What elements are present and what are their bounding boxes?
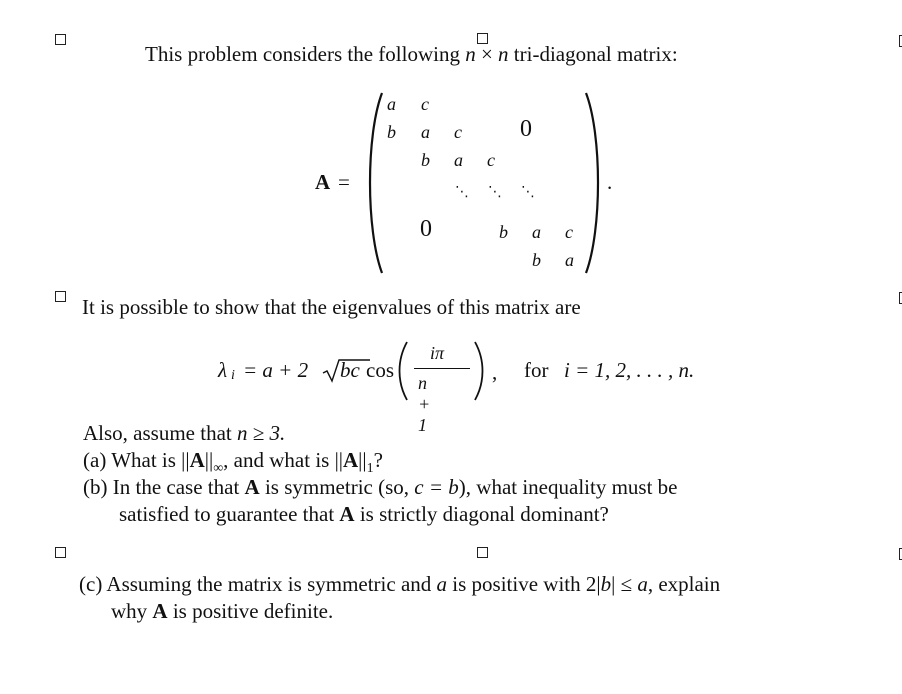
matrix-entry-b: b <box>421 150 430 170</box>
matrix-entry-a: a <box>532 222 541 242</box>
formula-comma: , <box>492 360 498 384</box>
matrix-zero-upper: 0 <box>520 116 532 142</box>
matrix-entry-b: b <box>499 222 508 242</box>
fraction-numerator: iπ <box>430 343 445 363</box>
formula-left-paren <box>396 340 410 402</box>
matrix-entry-a: a <box>565 250 574 270</box>
matrix-entry-c: c <box>565 222 573 242</box>
checkbox-marker[interactable] <box>55 34 66 45</box>
matrix-zero-lower: 0 <box>420 216 432 242</box>
matrix-diagonal-dots: ⋱ <box>521 184 536 200</box>
lambda-symbol: λ <box>218 358 228 382</box>
fraction-denominator: n + 1 <box>418 373 431 435</box>
matrix-entry-b: b <box>532 250 541 270</box>
formula-right-paren <box>472 340 486 402</box>
matrix-diagonal-dots: ⋱ <box>455 184 470 200</box>
lambda-subscript: i <box>231 368 235 383</box>
matrix-lhs: A <box>315 170 331 194</box>
part-c-line2: why A is positive definite. <box>111 599 334 623</box>
eigen-intro: It is possible to show that the eigenvalues of this matrix are <box>82 295 581 319</box>
assumption-text: Also, assume that n ≥ 3. <box>83 421 286 445</box>
checkbox-marker[interactable] <box>55 547 66 558</box>
matrix-entry-a: a <box>454 150 463 170</box>
matrix-entry-c: c <box>421 94 429 114</box>
intro-text: This problem considers the following n × n tri-diagonal matrix: <box>145 42 678 66</box>
formula-rhs: = a + 2 <box>243 358 309 382</box>
matrix-diagonal-dots: ⋱ <box>488 184 503 200</box>
part-b-line1: (b) In the case that A is symmetric (so, c = b), what inequality must be <box>83 475 678 499</box>
checkbox-marker[interactable] <box>55 291 66 302</box>
matrix-entry-c: c <box>454 122 462 142</box>
cos-function: cos <box>366 358 394 382</box>
matrix-entry-a: a <box>387 94 396 114</box>
part-c-line1: (c) Assuming the matrix is symmetric and a is positive with 2|b| ≤ a, explain <box>79 572 721 596</box>
matrix-entry-a: a <box>421 122 430 142</box>
matrix-entry-c: c <box>487 150 495 170</box>
matrix-period: . <box>607 170 613 194</box>
formula-for: for <box>524 358 549 382</box>
matrix-entry-b: b <box>387 122 396 142</box>
sqrt-argument: bc <box>340 358 360 382</box>
matrix-right-paren <box>582 90 604 276</box>
part-a: (a) What is $||A||_\infty$, and what is $||A||_1$? <box>83 448 383 477</box>
matrix-left-paren <box>364 90 386 276</box>
formula-range: i = 1, 2, . . . , n. <box>564 358 695 382</box>
matrix-equals: = <box>338 170 350 194</box>
checkbox-marker[interactable] <box>477 547 488 558</box>
part-b-line2: satisfied to guarantee that A is strictly diagonal dominant? <box>119 502 609 526</box>
fraction-bar <box>414 368 470 369</box>
